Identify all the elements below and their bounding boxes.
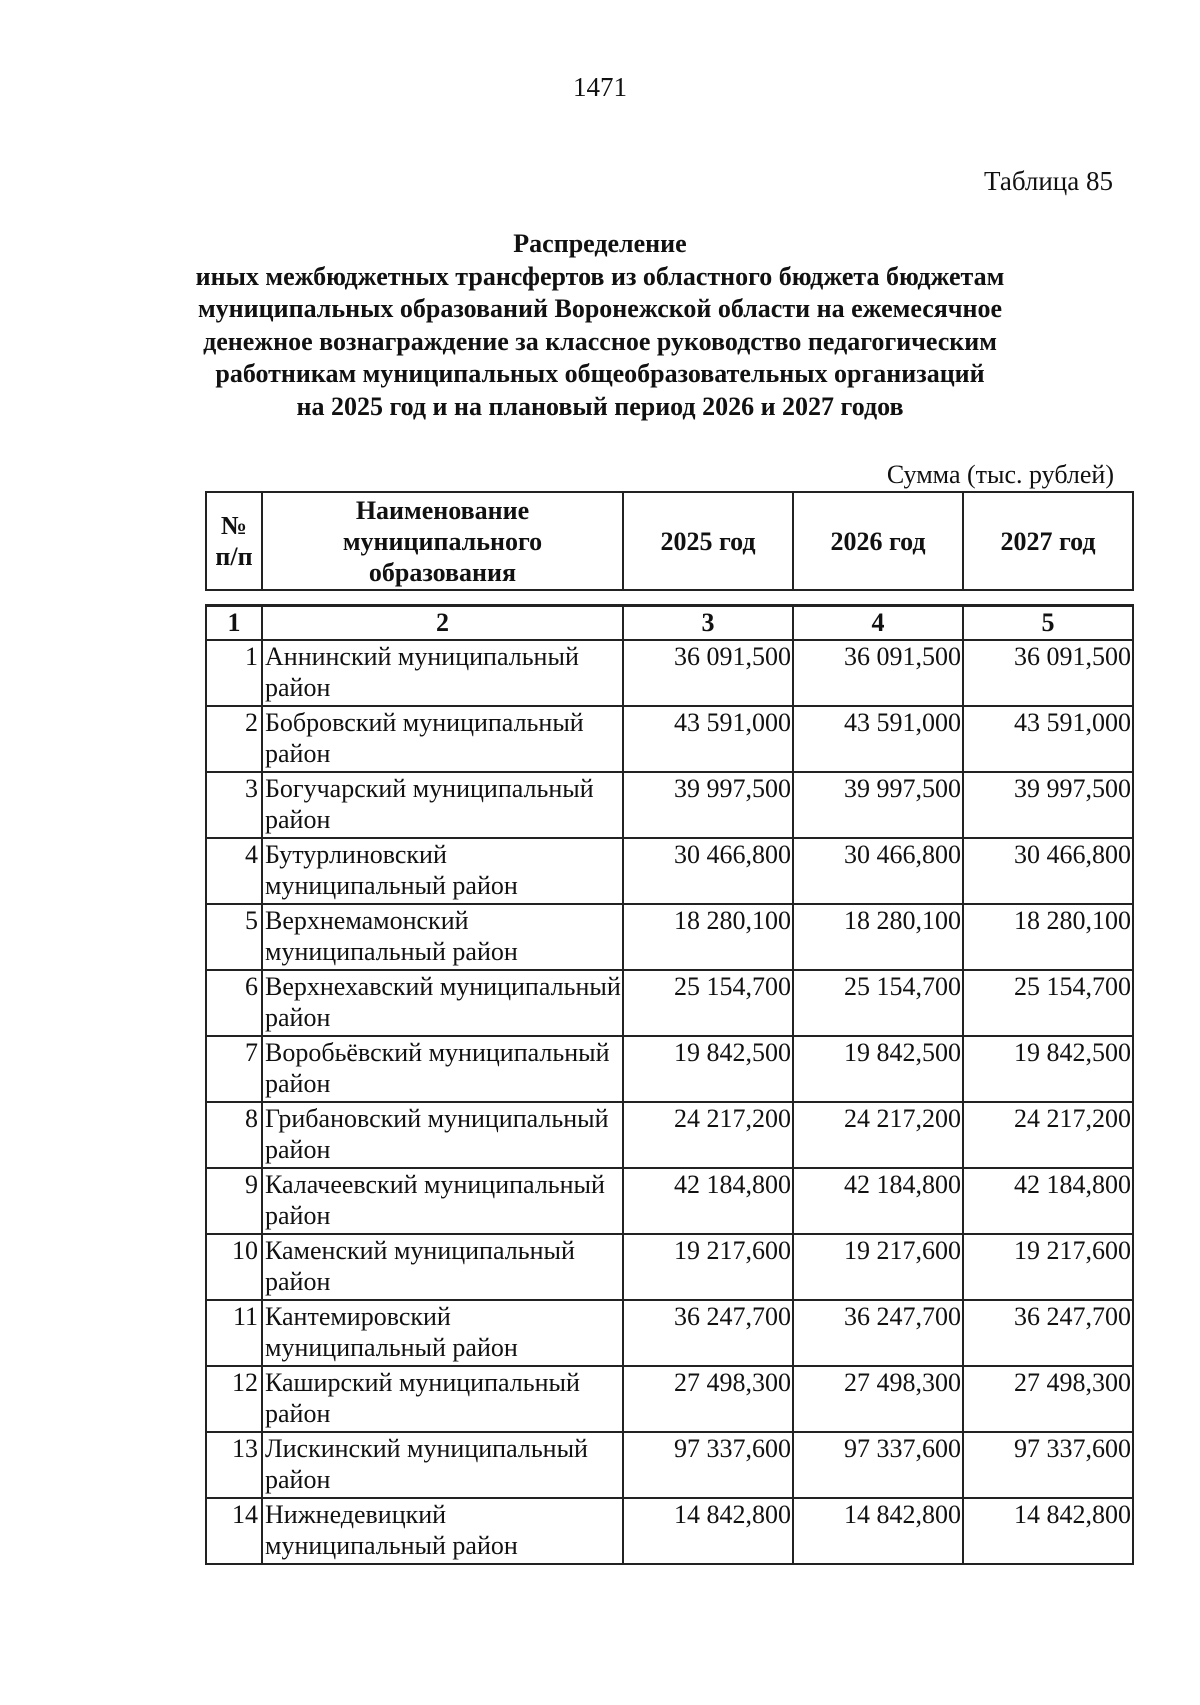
amount-2027: 18 280,100 [963, 904, 1133, 970]
title-line: денежное вознаграждение за классное руководство педагогическим [203, 326, 997, 356]
amount-2025: 43 591,000 [623, 706, 793, 772]
data-table [205, 604, 1134, 1565]
row-number: 12 [206, 1366, 262, 1432]
amount-2026: 36 247,700 [793, 1300, 963, 1366]
municipality-name: Бобровский муниципальный район [262, 706, 623, 772]
table-label: Таблица 85 [984, 166, 1113, 196]
column-number: 1 [206, 606, 262, 641]
amount-2027: 25 154,700 [963, 970, 1133, 1036]
row-number: 6 [206, 970, 262, 1036]
table-row [206, 1300, 1133, 1366]
row-number: 7 [206, 1036, 262, 1102]
header-2025: 2025 год [623, 492, 793, 590]
amount-2026: 14 842,800 [793, 1498, 963, 1564]
header-name-line: Наименование [355, 495, 530, 525]
amount-2026: 43 591,000 [793, 706, 963, 772]
municipality-name: Каменский муниципальный район [262, 1234, 623, 1300]
table-row [206, 706, 1133, 772]
amount-2027: 30 466,800 [963, 838, 1133, 904]
amount-2025: 36 091,500 [623, 640, 793, 706]
row-number: 10 [206, 1234, 262, 1300]
amount-2027: 27 498,300 [963, 1366, 1133, 1432]
amount-2026: 19 842,500 [793, 1036, 963, 1102]
row-number: 2 [206, 706, 262, 772]
table-row [206, 1102, 1133, 1168]
row-number: 1 [206, 640, 262, 706]
municipality-name: Аннинский муниципальный район [262, 640, 623, 706]
document-title [150, 228, 1050, 423]
header-num [206, 492, 262, 590]
amount-2026: 39 997,500 [793, 772, 963, 838]
municipality-name: Лискинский муниципальный район [262, 1432, 623, 1498]
table-row [206, 1432, 1133, 1498]
column-number-row [206, 606, 1133, 641]
unit-note: Сумма (тыс. рублей) [886, 460, 1114, 489]
title-line: на 2025 год и на плановый период 2026 и 2027 годов [296, 391, 904, 421]
table-row [206, 640, 1133, 706]
amount-2025: 42 184,800 [623, 1168, 793, 1234]
amount-2025: 18 280,100 [623, 904, 793, 970]
amount-2025: 24 217,200 [623, 1102, 793, 1168]
amount-2025: 30 466,800 [623, 838, 793, 904]
amount-2026: 42 184,800 [793, 1168, 963, 1234]
table-row [206, 1168, 1133, 1234]
municipality-name: Нижнедевицкий муниципальный район [262, 1498, 623, 1564]
header-num-line: № [220, 511, 248, 540]
header-name-line: муниципального [342, 526, 543, 556]
municipality-name: Богучарский муниципальный район [262, 772, 623, 838]
row-number: 8 [206, 1102, 262, 1168]
page-number: 1471 [573, 72, 627, 102]
municipality-name: Грибановский муниципальный район [262, 1102, 623, 1168]
header-table [205, 491, 1134, 591]
amount-2025: 97 337,600 [623, 1432, 793, 1498]
table-row [206, 838, 1133, 904]
amount-2027: 14 842,800 [963, 1498, 1133, 1564]
title-line: Распределение [513, 229, 687, 258]
row-number: 14 [206, 1498, 262, 1564]
amount-2026: 18 280,100 [793, 904, 963, 970]
header-row [206, 492, 1133, 590]
amount-2025: 27 498,300 [623, 1366, 793, 1432]
amount-2026: 30 466,800 [793, 838, 963, 904]
amount-2026: 36 091,500 [793, 640, 963, 706]
table-row [206, 772, 1133, 838]
amount-2025: 19 842,500 [623, 1036, 793, 1102]
column-number: 5 [963, 606, 1133, 641]
amount-2027: 24 217,200 [963, 1102, 1133, 1168]
amount-2025: 19 217,600 [623, 1234, 793, 1300]
table-row [206, 1366, 1133, 1432]
amount-2025: 25 154,700 [623, 970, 793, 1036]
row-number: 11 [206, 1300, 262, 1366]
header-name-line: образования [368, 557, 517, 587]
municipality-name: Верхнемамонский муниципальный район [262, 904, 623, 970]
header-num-line: п/п [215, 542, 253, 571]
amount-2025: 14 842,800 [623, 1498, 793, 1564]
municipality-name: Калачеевский муниципальный район [262, 1168, 623, 1234]
municipality-name: Каширский муниципальный район [262, 1366, 623, 1432]
column-number: 4 [793, 606, 963, 641]
amount-2025: 39 997,500 [623, 772, 793, 838]
header-2027: 2027 год [963, 492, 1133, 590]
column-number: 2 [262, 606, 623, 641]
amount-2026: 19 217,600 [793, 1234, 963, 1300]
amount-2027: 97 337,600 [963, 1432, 1133, 1498]
column-number: 3 [623, 606, 793, 641]
amount-2025: 36 247,700 [623, 1300, 793, 1366]
amount-2027: 36 091,500 [963, 640, 1133, 706]
row-number: 3 [206, 772, 262, 838]
amount-2027: 43 591,000 [963, 706, 1133, 772]
municipality-name: Воробьёвский муниципальный район [262, 1036, 623, 1102]
row-number: 9 [206, 1168, 262, 1234]
municipality-name: Бутурлиновский муниципальный район [262, 838, 623, 904]
amount-2027: 36 247,700 [963, 1300, 1133, 1366]
row-number: 5 [206, 904, 262, 970]
amount-2027: 19 217,600 [963, 1234, 1133, 1300]
title-line: работникам муниципальных общеобразовательных организаций [215, 359, 985, 388]
municipality-name: Кантемировский муниципальный район [262, 1300, 623, 1366]
amount-2027: 42 184,800 [963, 1168, 1133, 1234]
municipality-name: Верхнехавский муниципальный район [262, 970, 623, 1036]
row-number: 4 [206, 838, 262, 904]
row-number: 13 [206, 1432, 262, 1498]
amount-2026: 24 217,200 [793, 1102, 963, 1168]
table-row [206, 1036, 1133, 1102]
header-name [262, 492, 623, 590]
table-row [206, 1498, 1133, 1564]
amount-2027: 19 842,500 [963, 1036, 1133, 1102]
amount-2027: 39 997,500 [963, 772, 1133, 838]
header-2026: 2026 год [793, 492, 963, 590]
table-row [206, 970, 1133, 1036]
title-line: муниципальных образований Воронежской области на ежемесячное [197, 294, 1003, 323]
table-row [206, 904, 1133, 970]
amount-2026: 25 154,700 [793, 970, 963, 1036]
amount-2026: 97 337,600 [793, 1432, 963, 1498]
title-line: иных межбюджетных трансфертов из областного бюджета бюджетам [195, 261, 1005, 291]
table-row [206, 1234, 1133, 1300]
amount-2026: 27 498,300 [793, 1366, 963, 1432]
